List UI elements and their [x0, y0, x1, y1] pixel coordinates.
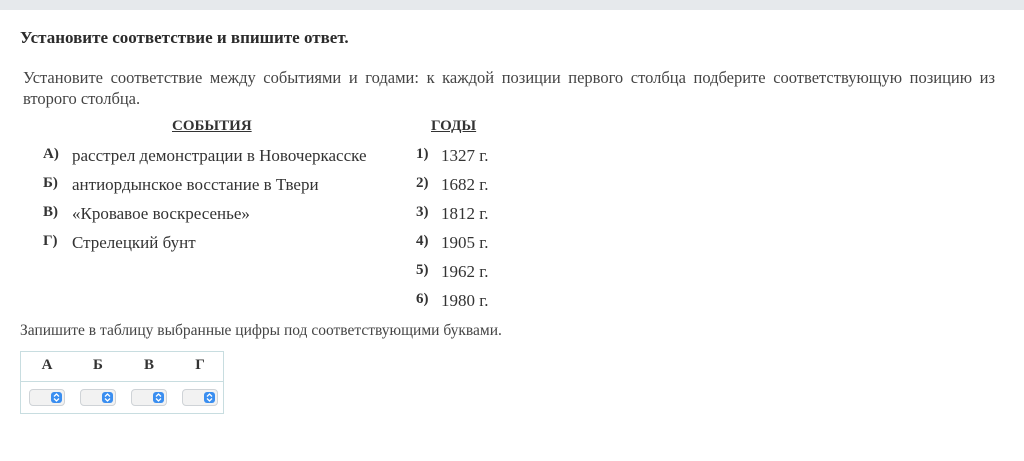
answer-table-divider — [21, 381, 223, 382]
task-instruction: Установите соответствие между событиями и годами: к каждой позиции первого столбца подберите соответствующую позицию из второго столбца. — [23, 68, 995, 108]
year-number: 1) — [416, 146, 429, 162]
years-column-header: ГОДЫ — [431, 118, 477, 134]
event-letter: В) — [43, 204, 58, 220]
year-number: 6) — [416, 291, 429, 307]
top-bar — [0, 0, 1024, 10]
year-text: 1682 г. — [441, 175, 489, 194]
event-letter: А) — [43, 146, 59, 162]
year-text: 1962 г. — [441, 262, 489, 281]
year-text: 1980 г. — [441, 291, 489, 310]
event-text: «Кровавое воскресенье» — [72, 204, 250, 223]
event-letter: Б) — [43, 175, 58, 191]
answer-instruction: Запишите в таблицу выбранные цифры под соответствующими буквами. — [20, 322, 502, 339]
year-text: 1812 г. — [441, 204, 489, 223]
answer-header-a: А — [41, 357, 53, 373]
select-arrows-icon — [51, 392, 62, 403]
answer-select-v[interactable] — [131, 389, 167, 406]
answer-table — [20, 351, 224, 414]
year-text: 1905 г. — [441, 233, 489, 252]
answer-select-g[interactable] — [182, 389, 218, 406]
select-arrows-icon — [102, 392, 113, 403]
event-letter: Г) — [43, 233, 58, 249]
answer-select-b[interactable] — [80, 389, 116, 406]
year-number: 3) — [416, 204, 429, 220]
task-heading: Установите соответствие и впишите ответ. — [20, 28, 349, 47]
year-number: 4) — [416, 233, 429, 249]
answer-header-g: Г — [195, 357, 205, 373]
year-number: 5) — [416, 262, 429, 278]
select-arrows-icon — [153, 392, 164, 403]
answer-header-b: Б — [93, 357, 103, 373]
answer-select-a[interactable] — [29, 389, 65, 406]
year-number: 2) — [416, 175, 429, 191]
event-text: антиордынское восстание в Твери — [72, 175, 319, 194]
select-arrows-icon — [204, 392, 215, 403]
event-text: расстрел демонстрации в Новочеркасске — [72, 146, 367, 165]
year-text: 1327 г. — [441, 146, 489, 165]
answer-header-v: В — [143, 357, 154, 373]
event-text: Стрелецкий бунт — [72, 233, 196, 252]
events-column-header: СОБЫТИЯ — [172, 118, 252, 134]
